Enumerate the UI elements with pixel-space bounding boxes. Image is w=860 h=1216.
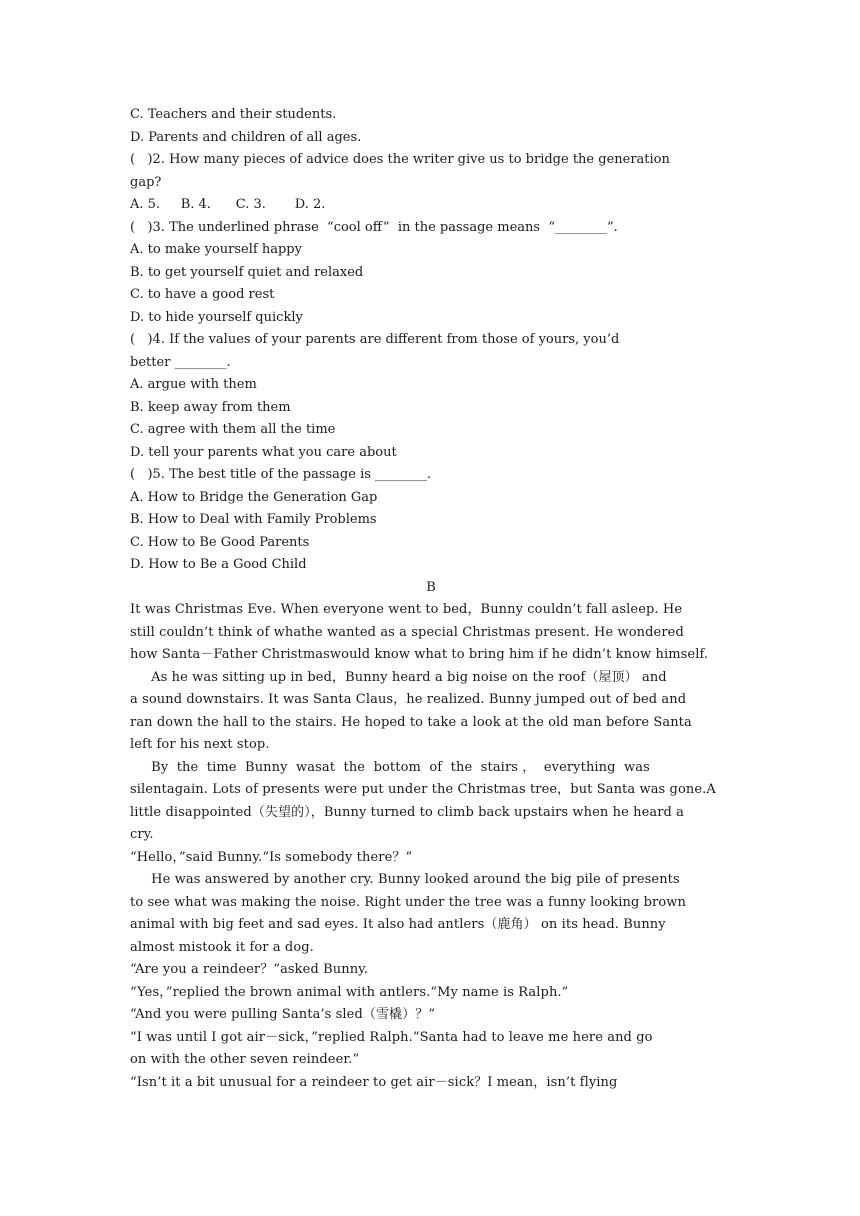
q1-option-c: C. Teachers and their students.: [130, 107, 337, 122]
q5-stem: ( )5. The best title of the passage is ________.: [130, 467, 432, 482]
q3-option-c: C. to have a good rest: [130, 287, 275, 302]
q4-option-d: D. tell your parents what you care about: [130, 444, 397, 460]
passage-line: “Yes，”replied the brown animal with antlers.“My name is Ralph.”: [130, 984, 569, 1000]
passage-line: little disappointed（失望的），Bunny turned to climb back upstairs when he heard a: [130, 804, 685, 820]
q3-stem: ( )3. The underlined phrase “cool off” in the passage means “________”.: [130, 219, 618, 235]
passage-line: almost mistook it for a dog.: [130, 939, 314, 955]
passage-line: “Are you a reindeer？”asked Bunny.: [130, 962, 369, 977]
q5-option-b: B. How to Deal with Family Problems: [130, 512, 377, 527]
passage-line: to see what was making the noise. Right under the tree was a funny looking brown: [130, 894, 686, 910]
q3-option-d: D. to hide yourself quickly: [130, 309, 303, 325]
q3-option-b: B. to get yourself quiet and relaxed: [130, 264, 364, 280]
passage-line: “Hello，”said Bunny.“Is somebody there？”: [130, 849, 413, 865]
passage-line: silentagain. Lots of presents were put under the Christmas tree，but Santa was gone.A: [130, 782, 716, 797]
q2-stem-line1: ( )2. How many pieces of advice does the writer give us to bridge the generation: [130, 152, 670, 167]
q5-option-d: D. How to Be a Good Child: [130, 557, 307, 572]
passage-line: As he was sitting up in bed，Bunny heard a big noise on the roof（屋顶） and: [130, 669, 667, 685]
passage-line: on with the other seven reindeer.”: [130, 1052, 360, 1067]
q4-stem-line2: better ________.: [130, 354, 231, 370]
q5-option-c: C. How to Be Good Parents: [130, 534, 310, 550]
passage-line: He was answered by another cry. Bunny looked around the big pile of presents: [130, 872, 680, 887]
passage-line: ran down the hall to the stairs. He hoped to take a look at the old man before Santa: [130, 714, 692, 730]
section-b-passage: [130, 599, 732, 1094]
q3-option-a: A. to make yourself happy: [130, 242, 302, 257]
passage-line: By the time Bunny wasat the bottom of the stairs ， everything was: [130, 759, 650, 775]
q4-option-a: A. argue with them: [130, 377, 257, 392]
passage-line: animal with big feet and sad eyes. It also had antlers（鹿角） on its head. Bunny: [130, 917, 666, 932]
passage-line: left for his next stop.: [130, 737, 270, 752]
section-b-heading: B: [426, 579, 436, 595]
q4-option-b: B. keep away from them: [130, 399, 291, 415]
passage-line: cry.: [130, 827, 154, 842]
passage-line: how Santa－Father Christmaswould know what to bring him if he didn’t know himself.: [130, 647, 709, 662]
q5-option-a: A. How to Bridge the Generation Gap: [130, 489, 378, 505]
q2-options: A. 5. B. 4. C. 3. D. 2.: [130, 197, 326, 212]
passage-line: still couldn’t think of whathe wanted as a special Christmas present. He wondered: [130, 624, 684, 640]
q1-option-d: D. Parents and children of all ages.: [130, 129, 362, 145]
passage-line: “And you were pulling Santa’s sled（雪橇）？”: [130, 1007, 436, 1022]
passage-line: a sound downstairs. It was Santa Claus，he realized. Bunny jumped out of bed and: [130, 692, 687, 707]
passage-line: “I was until I got air－sick，”replied Ralph.“Santa had to leave me here and go: [130, 1029, 653, 1045]
document-body: [130, 104, 732, 1094]
passage-line: “Isn’t it a bit unusual for a reindeer to get air－sick？I mean，isn’t flying: [130, 1074, 618, 1090]
passage-line: It was Christmas Eve. When everyone went to bed，Bunny couldn’t fall asleep. He: [130, 602, 683, 617]
q2-stem-line2: gap?: [130, 174, 162, 190]
q4-option-c: C. agree with them all the time: [130, 422, 336, 437]
q4-stem-line1: ( )4. If the values of your parents are different from those of yours, you’d: [130, 332, 620, 347]
